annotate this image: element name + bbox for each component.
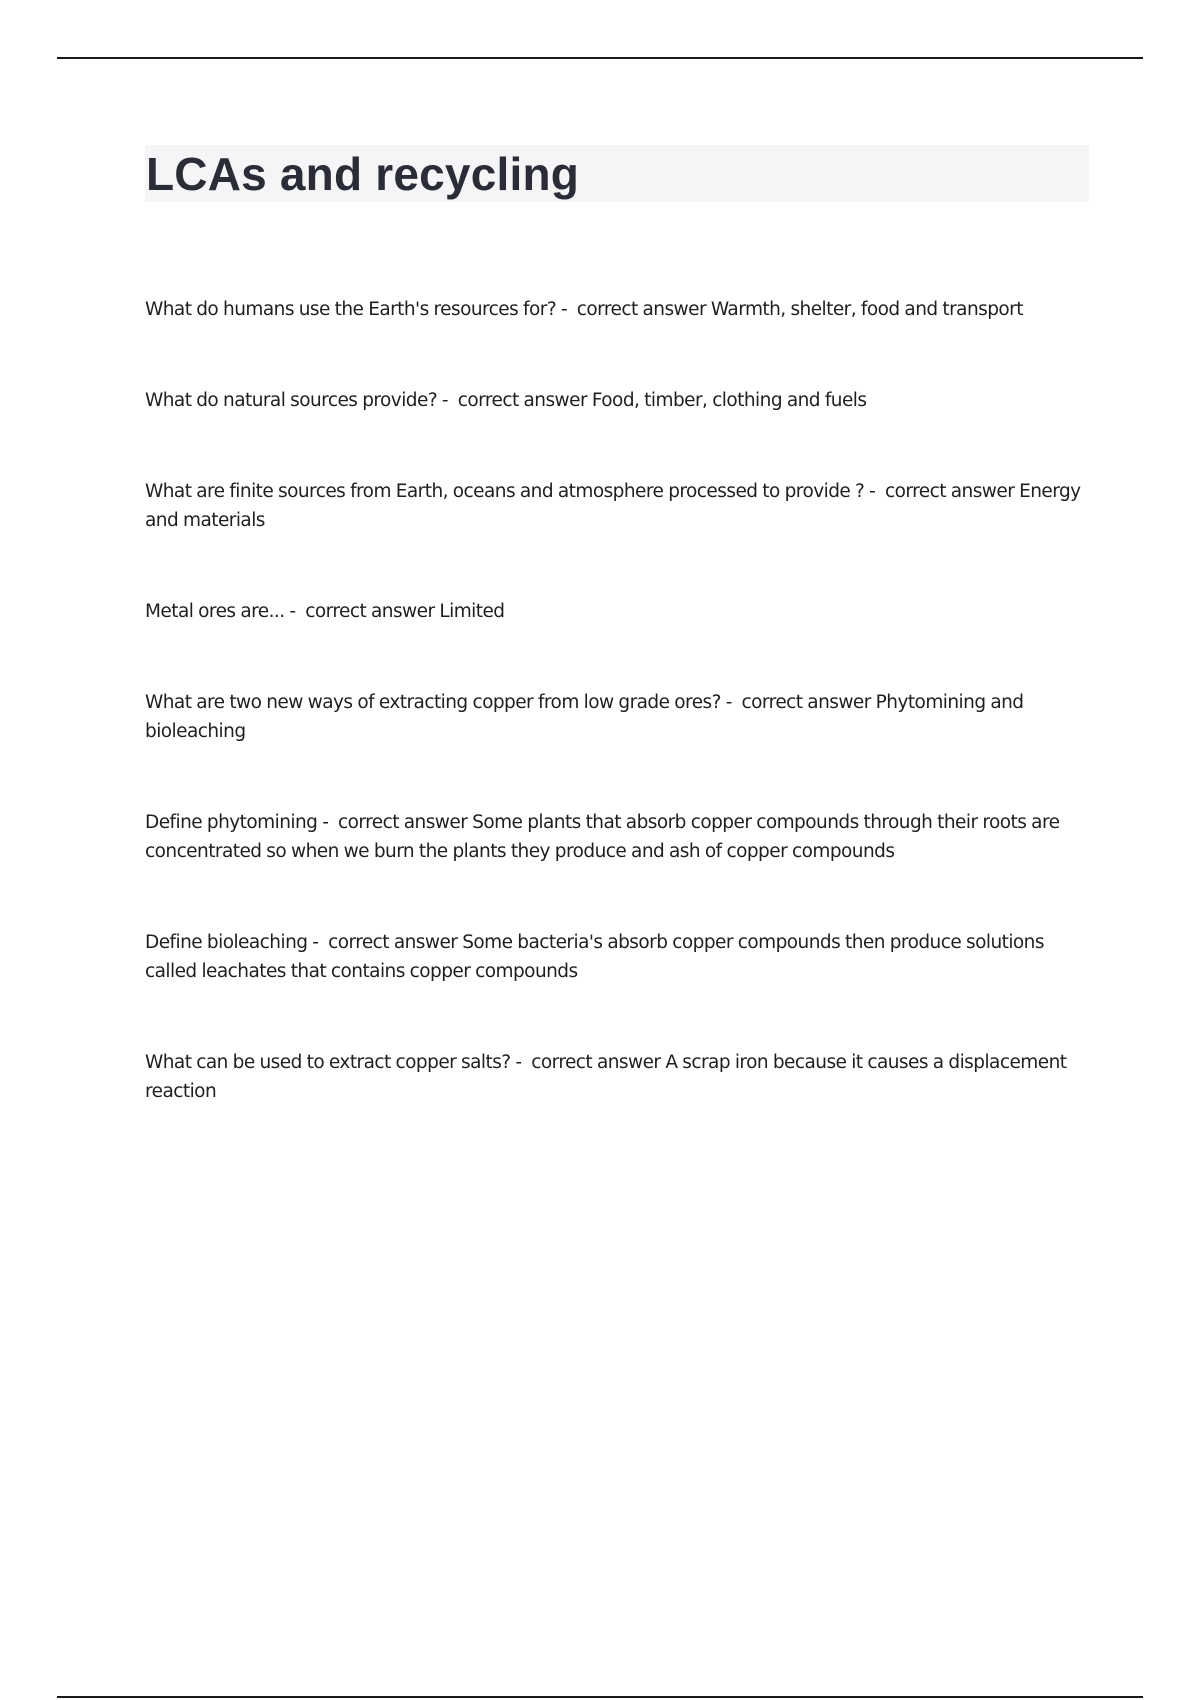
qa-item-7 xyxy=(145,928,1089,986)
separator: - xyxy=(317,812,334,833)
document-title: LCAs and recycling xyxy=(146,147,580,200)
separator: - xyxy=(284,601,301,622)
answer-text: Warmth, shelter, food and transport xyxy=(710,299,1023,320)
answer-prefix: correct answer xyxy=(457,390,588,411)
answer-prefix: correct answer xyxy=(328,932,458,953)
separator: - xyxy=(437,390,453,411)
question-text: Define phytomining xyxy=(145,812,318,833)
top-rule xyxy=(57,57,1143,59)
qa-item-5 xyxy=(145,688,1089,746)
separator: - xyxy=(864,481,881,502)
bottom-rule xyxy=(57,1696,1143,1698)
qa-item-2 xyxy=(145,386,1089,415)
question-text: Define bioleaching xyxy=(145,932,308,953)
question-text: What can be used to extract copper salts? xyxy=(145,1052,511,1073)
separator: - xyxy=(307,932,324,953)
separator: - xyxy=(510,1052,527,1073)
qa-list xyxy=(145,295,1089,1106)
answer-text: Food, timber, clothing and fuels xyxy=(591,390,867,411)
answer-text: Limited xyxy=(439,601,505,622)
qa-item-6 xyxy=(145,808,1089,866)
answer-prefix: correct answer xyxy=(576,299,707,320)
answer-prefix: correct answer xyxy=(884,481,1015,502)
answer-prefix: correct answer xyxy=(741,692,871,713)
qa-item-1 xyxy=(145,295,1089,324)
question-text: What do humans use the Earth's resources for? xyxy=(145,299,557,320)
answer-text: Some bacteria's absorb copper compounds then produce solutions called leachates that contains copper compounds xyxy=(145,932,1044,982)
answer-text: Phytomining and bioleaching xyxy=(145,692,1024,742)
question-text: What are two new ways of extracting copper from low grade ores? xyxy=(145,692,721,713)
answer-text: Some plants that absorb copper compounds through their roots are concentrated so when we burn the plants they produce and ash of copper compounds xyxy=(145,812,1060,862)
question-text: What do natural sources provide? xyxy=(145,390,438,411)
answer-prefix: correct answer xyxy=(531,1052,661,1073)
separator: - xyxy=(556,299,572,320)
question-text: Metal ores are... xyxy=(145,601,285,622)
separator: - xyxy=(720,692,737,713)
qa-item-8 xyxy=(145,1048,1089,1106)
answer-prefix: correct answer xyxy=(305,601,435,622)
answer-prefix: correct answer xyxy=(338,812,468,833)
answer-text: Energy and materials xyxy=(145,481,1081,531)
question-text: What are finite sources from Earth, oceans and atmosphere processed to provide ? xyxy=(145,481,865,502)
title-band xyxy=(145,145,1089,202)
qa-item-3 xyxy=(145,477,1089,535)
qa-item-4 xyxy=(145,597,1089,626)
document-body xyxy=(145,145,1089,1168)
answer-text: A scrap iron because it causes a displacement reaction xyxy=(145,1052,1067,1102)
